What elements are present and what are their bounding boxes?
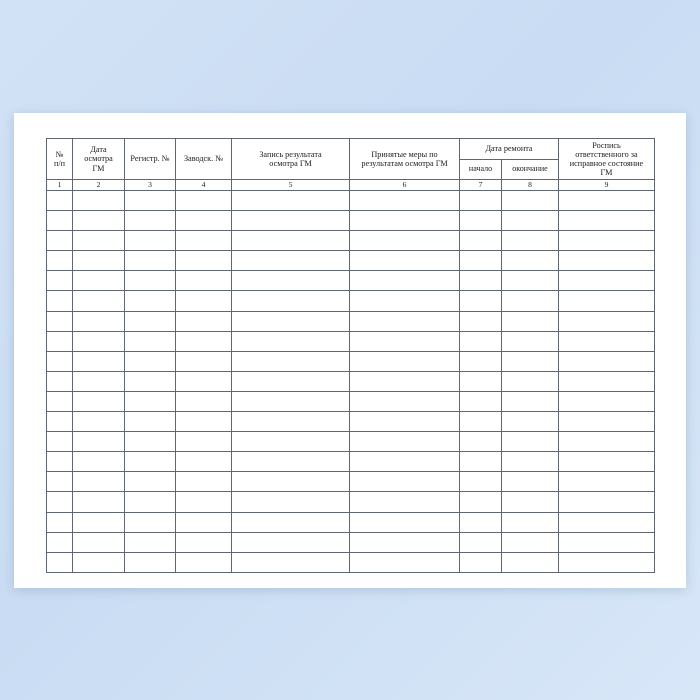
table-cell[interactable] xyxy=(176,391,232,411)
table-cell[interactable] xyxy=(350,191,460,211)
table-cell[interactable] xyxy=(125,532,176,552)
table-cell[interactable] xyxy=(47,351,73,371)
table-row[interactable] xyxy=(47,251,655,271)
header-registration-number-text: Регистр. № xyxy=(130,154,170,164)
header-cell-inspection-date xyxy=(73,139,125,180)
table-cell[interactable] xyxy=(502,512,559,532)
table-cell[interactable] xyxy=(559,311,655,331)
column-number-row xyxy=(47,180,655,191)
column-number-1: 1 xyxy=(47,180,73,191)
table-cell[interactable] xyxy=(559,432,655,452)
table-cell[interactable] xyxy=(232,231,350,251)
table-cell[interactable] xyxy=(460,432,502,452)
header-signature-line4: ГМ xyxy=(600,168,613,178)
table-cell[interactable] xyxy=(350,311,460,331)
table-cell[interactable] xyxy=(176,432,232,452)
table-cell[interactable] xyxy=(350,452,460,472)
table-cell[interactable] xyxy=(47,452,73,472)
table-row[interactable] xyxy=(47,211,655,231)
table-row[interactable] xyxy=(47,291,655,311)
table-cell[interactable] xyxy=(460,532,502,552)
header-inspection-date-line3: ГМ xyxy=(92,163,105,173)
table-cell[interactable] xyxy=(73,391,125,411)
header-repair-start-text: начало xyxy=(468,164,493,174)
table-cell[interactable] xyxy=(350,512,460,532)
table-cell[interactable] xyxy=(176,271,232,291)
header-inspection-result-line2: осмотра ГМ xyxy=(269,159,312,168)
table-cell[interactable] xyxy=(73,371,125,391)
table-cell[interactable] xyxy=(176,512,232,532)
table-cell[interactable] xyxy=(73,432,125,452)
table-cell[interactable] xyxy=(176,251,232,271)
table-cell[interactable] xyxy=(350,432,460,452)
table-cell[interactable] xyxy=(460,191,502,211)
table-cell[interactable] xyxy=(559,492,655,512)
table-cell[interactable] xyxy=(350,391,460,411)
table-cell[interactable] xyxy=(559,231,655,251)
table-cell[interactable] xyxy=(47,311,73,331)
table-cell[interactable] xyxy=(460,452,502,472)
table-cell[interactable] xyxy=(502,552,559,572)
table-cell[interactable] xyxy=(73,191,125,211)
table-cell[interactable] xyxy=(460,391,502,411)
table-cell[interactable] xyxy=(47,412,73,432)
table-cell[interactable] xyxy=(502,371,559,391)
table-cell[interactable] xyxy=(73,331,125,351)
table-cell[interactable] xyxy=(559,452,655,472)
table-cell[interactable] xyxy=(559,331,655,351)
table-cell[interactable] xyxy=(502,231,559,251)
table-cell[interactable] xyxy=(125,432,176,452)
header-signature-line2: ответственного за xyxy=(575,149,638,159)
table-cell[interactable] xyxy=(73,271,125,291)
table-row[interactable] xyxy=(47,391,655,411)
table-cell[interactable] xyxy=(559,371,655,391)
header-number-line1: № xyxy=(55,149,64,159)
table-cell[interactable] xyxy=(502,391,559,411)
table-cell[interactable] xyxy=(47,211,73,231)
table-cell[interactable] xyxy=(460,512,502,532)
column-number-8: 8 xyxy=(502,180,559,191)
table-cell[interactable] xyxy=(47,432,73,452)
table-cell[interactable] xyxy=(559,552,655,572)
table-row[interactable] xyxy=(47,452,655,472)
table-cell[interactable] xyxy=(232,492,350,512)
table-cell[interactable] xyxy=(350,231,460,251)
header-cell-inspection-result xyxy=(232,139,350,180)
column-number-5: 5 xyxy=(232,180,350,191)
table-cell[interactable] xyxy=(47,492,73,512)
table-cell[interactable] xyxy=(502,291,559,311)
header-cell-number xyxy=(47,139,73,180)
table-cell[interactable] xyxy=(350,211,460,231)
table-cell[interactable] xyxy=(125,351,176,371)
table-cell[interactable] xyxy=(502,191,559,211)
table-cell[interactable] xyxy=(73,311,125,331)
header-signature-line1: Роспись xyxy=(592,140,621,150)
table-cell[interactable] xyxy=(559,191,655,211)
table-cell[interactable] xyxy=(176,472,232,492)
table-cell[interactable] xyxy=(502,472,559,492)
table-header xyxy=(47,139,655,191)
header-inspection-result-line1: Запись результата xyxy=(259,149,322,159)
table-cell[interactable] xyxy=(125,331,176,351)
table-cell[interactable] xyxy=(350,532,460,552)
table-cell[interactable] xyxy=(502,351,559,371)
header-repair-end-text: окончание xyxy=(512,164,548,174)
table-cell[interactable] xyxy=(47,251,73,271)
table-cell[interactable] xyxy=(232,532,350,552)
table-cell[interactable] xyxy=(125,231,176,251)
table-cell[interactable] xyxy=(460,492,502,512)
table-cell[interactable] xyxy=(460,412,502,432)
table-cell[interactable] xyxy=(125,371,176,391)
journal-table xyxy=(46,138,655,573)
table-cell[interactable] xyxy=(460,251,502,271)
table-cell[interactable] xyxy=(232,331,350,351)
table-cell[interactable] xyxy=(502,412,559,432)
table-cell[interactable] xyxy=(232,472,350,492)
table-cell[interactable] xyxy=(73,251,125,271)
table-row[interactable] xyxy=(47,311,655,331)
table-cell[interactable] xyxy=(460,291,502,311)
table-cell[interactable] xyxy=(559,271,655,291)
table-cell[interactable] xyxy=(460,371,502,391)
column-number-6: 6 xyxy=(350,180,460,191)
table-cell[interactable] xyxy=(502,271,559,291)
table-cell[interactable] xyxy=(125,191,176,211)
table-cell[interactable] xyxy=(502,331,559,351)
table-row[interactable] xyxy=(47,331,655,351)
header-factory-number-text: Заводск. № xyxy=(183,154,224,164)
table-cell[interactable] xyxy=(73,452,125,472)
table-cell[interactable] xyxy=(176,291,232,311)
table-cell[interactable] xyxy=(232,291,350,311)
table-row[interactable] xyxy=(47,271,655,291)
table-cell[interactable] xyxy=(350,552,460,572)
table-cell[interactable] xyxy=(47,191,73,211)
table-cell[interactable] xyxy=(559,291,655,311)
header-cell-factory-number xyxy=(176,139,232,180)
table-cell[interactable] xyxy=(559,512,655,532)
table-cell[interactable] xyxy=(460,472,502,492)
table-cell[interactable] xyxy=(502,311,559,331)
table-cell[interactable] xyxy=(176,311,232,331)
table-cell[interactable] xyxy=(559,211,655,231)
table-cell[interactable] xyxy=(176,371,232,391)
table-cell[interactable] xyxy=(176,191,232,211)
table-cell[interactable] xyxy=(47,271,73,291)
table-row[interactable] xyxy=(47,472,655,492)
table-cell[interactable] xyxy=(232,552,350,572)
column-number-7: 7 xyxy=(460,180,502,191)
table-cell[interactable] xyxy=(350,412,460,432)
column-number-3: 3 xyxy=(125,180,176,191)
table-cell[interactable] xyxy=(47,291,73,311)
table-cell[interactable] xyxy=(232,391,350,411)
table-cell[interactable] xyxy=(460,231,502,251)
table-cell[interactable] xyxy=(460,311,502,331)
table-row[interactable] xyxy=(47,231,655,251)
table-cell[interactable] xyxy=(232,211,350,231)
table-cell[interactable] xyxy=(176,492,232,512)
column-number-4: 4 xyxy=(176,180,232,191)
table-cell[interactable] xyxy=(73,291,125,311)
table-cell[interactable] xyxy=(125,472,176,492)
journal-table-container xyxy=(46,138,654,573)
table-row[interactable] xyxy=(47,371,655,391)
table-cell[interactable] xyxy=(350,291,460,311)
table-cell[interactable] xyxy=(125,512,176,532)
column-number-2: 2 xyxy=(73,180,125,191)
table-cell[interactable] xyxy=(47,552,73,572)
table-cell[interactable] xyxy=(232,512,350,532)
table-cell[interactable] xyxy=(350,331,460,351)
header-inspection-date-line1: Дата xyxy=(90,145,107,155)
table-cell[interactable] xyxy=(47,371,73,391)
table-cell[interactable] xyxy=(502,432,559,452)
table-cell[interactable] xyxy=(232,191,350,211)
table-cell[interactable] xyxy=(73,231,125,251)
header-repair-date-text: Дата ремонта xyxy=(485,144,533,154)
table-cell[interactable] xyxy=(125,552,176,572)
header-cell-signature xyxy=(559,139,655,180)
table-cell[interactable] xyxy=(232,412,350,432)
header-number-line2: п/п xyxy=(53,159,66,168)
table-cell[interactable] xyxy=(125,412,176,432)
table-cell[interactable] xyxy=(232,371,350,391)
table-cell[interactable] xyxy=(73,512,125,532)
header-cell-repair-end xyxy=(502,160,559,180)
table-cell[interactable] xyxy=(232,452,350,472)
table-cell[interactable] xyxy=(47,391,73,411)
table-cell[interactable] xyxy=(176,452,232,472)
table-cell[interactable] xyxy=(176,412,232,432)
table-cell[interactable] xyxy=(176,351,232,371)
table-cell[interactable] xyxy=(47,331,73,351)
table-cell[interactable] xyxy=(350,492,460,512)
table-row[interactable] xyxy=(47,432,655,452)
table-cell[interactable] xyxy=(559,351,655,371)
table-row[interactable] xyxy=(47,512,655,532)
table-cell[interactable] xyxy=(125,311,176,331)
table-cell[interactable] xyxy=(125,291,176,311)
table-cell[interactable] xyxy=(232,271,350,291)
table-cell[interactable] xyxy=(125,391,176,411)
table-cell[interactable] xyxy=(47,532,73,552)
table-cell[interactable] xyxy=(47,512,73,532)
table-body xyxy=(47,191,655,573)
table-cell[interactable] xyxy=(502,211,559,231)
table-cell[interactable] xyxy=(502,452,559,472)
table-row[interactable] xyxy=(47,412,655,432)
header-cell-registration-number xyxy=(125,139,176,180)
table-cell[interactable] xyxy=(176,231,232,251)
table-cell[interactable] xyxy=(232,251,350,271)
table-cell[interactable] xyxy=(559,472,655,492)
table-cell[interactable] xyxy=(125,452,176,472)
header-inspection-date-line2: осмотра xyxy=(84,154,113,164)
table-cell[interactable] xyxy=(125,492,176,512)
table-cell[interactable] xyxy=(559,251,655,271)
table-cell[interactable] xyxy=(350,351,460,371)
table-cell[interactable] xyxy=(460,552,502,572)
table-cell[interactable] xyxy=(73,211,125,231)
table-row[interactable] xyxy=(47,552,655,572)
table-row[interactable] xyxy=(47,191,655,211)
table-cell[interactable] xyxy=(350,371,460,391)
table-cell[interactable] xyxy=(559,391,655,411)
table-cell[interactable] xyxy=(73,552,125,572)
header-measures-taken-line2: результатам осмотра ГМ xyxy=(361,159,448,168)
table-cell[interactable] xyxy=(559,532,655,552)
table-cell[interactable] xyxy=(502,251,559,271)
table-cell[interactable] xyxy=(232,311,350,331)
table-cell[interactable] xyxy=(460,351,502,371)
table-cell[interactable] xyxy=(47,231,73,251)
table-cell[interactable] xyxy=(460,271,502,291)
table-cell[interactable] xyxy=(176,552,232,572)
table-cell[interactable] xyxy=(460,211,502,231)
header-cell-measures-taken xyxy=(350,139,460,180)
table-cell[interactable] xyxy=(125,251,176,271)
table-cell[interactable] xyxy=(232,351,350,371)
table-cell[interactable] xyxy=(73,412,125,432)
table-cell[interactable] xyxy=(176,532,232,552)
table-cell[interactable] xyxy=(176,331,232,351)
table-cell[interactable] xyxy=(176,211,232,231)
table-cell[interactable] xyxy=(73,492,125,512)
table-cell[interactable] xyxy=(232,432,350,452)
header-cell-repair-date-group xyxy=(460,139,559,160)
header-row-main xyxy=(47,139,655,160)
table-row[interactable] xyxy=(47,492,655,512)
table-cell[interactable] xyxy=(350,271,460,291)
table-cell[interactable] xyxy=(125,271,176,291)
table-row[interactable] xyxy=(47,351,655,371)
table-cell[interactable] xyxy=(125,211,176,231)
table-row[interactable] xyxy=(47,532,655,552)
table-cell[interactable] xyxy=(73,532,125,552)
table-cell[interactable] xyxy=(460,331,502,351)
table-cell[interactable] xyxy=(350,472,460,492)
table-cell[interactable] xyxy=(47,472,73,492)
table-cell[interactable] xyxy=(559,412,655,432)
header-cell-repair-start xyxy=(460,160,502,180)
document-page xyxy=(14,113,686,588)
table-cell[interactable] xyxy=(73,351,125,371)
header-signature-line3: исправное состояние xyxy=(569,159,644,168)
column-number-9: 9 xyxy=(559,180,655,191)
table-cell[interactable] xyxy=(73,472,125,492)
table-cell[interactable] xyxy=(502,532,559,552)
header-measures-taken-line1: Принятые меры по xyxy=(371,149,438,159)
table-cell[interactable] xyxy=(350,251,460,271)
table-cell[interactable] xyxy=(502,492,559,512)
